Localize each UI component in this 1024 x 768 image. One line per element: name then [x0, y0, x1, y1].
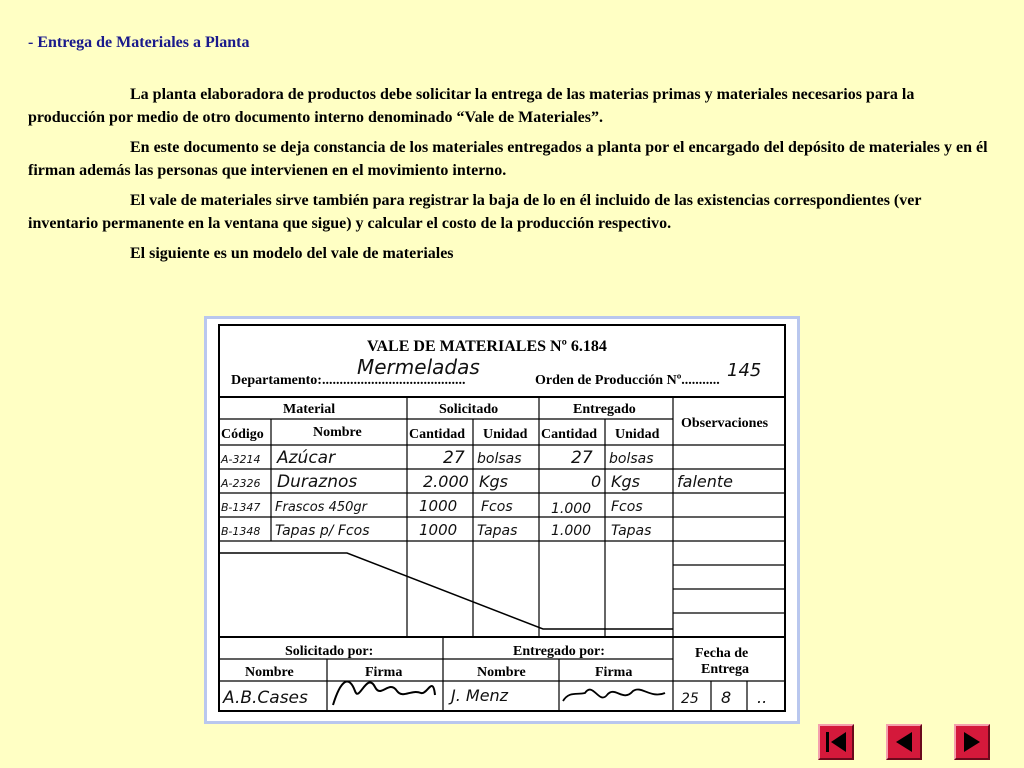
previous-icon [890, 728, 918, 756]
first-icon [822, 728, 850, 756]
row-4-codigo: B-1348 [221, 525, 261, 538]
paragraph-4: El siguiente es un modelo del vale de materiales [130, 245, 454, 262]
vale-de-materiales-form [204, 316, 800, 724]
orden-label: Orden de Producción Nº........... [535, 373, 720, 388]
vale-title: VALE DE MATERIALES Nº 6.184 [367, 338, 607, 355]
row-4-sol-unid: Tapas [477, 523, 518, 539]
row-3-ent-cant: 1.000 [551, 501, 592, 517]
row-3-ent-unid: Fcos [611, 499, 643, 515]
fecha-dia: 25 [681, 691, 699, 707]
col-cantidad: Cantidad [409, 427, 466, 442]
firma-label-2: Firma [595, 665, 633, 680]
entregador-nombre: J. Menz [451, 686, 509, 705]
col-nombre: Nombre [313, 425, 362, 440]
col-codigo: Código [221, 427, 264, 442]
row-2-ent-cant: 0 [591, 472, 602, 491]
nombre-label-2: Nombre [477, 665, 526, 680]
next-icon [958, 728, 986, 756]
solicitado-por-label: Solicitado por: [285, 644, 374, 659]
col-entregado: Entregado [573, 402, 636, 417]
col-observaciones: Observaciones [681, 416, 769, 431]
row-4-ent-cant: 1.000 [551, 523, 592, 539]
row-1-codigo: A-3214 [221, 453, 261, 466]
row-2-codigo: A-2326 [221, 477, 261, 490]
row-1-sol-unid: bolsas [477, 451, 522, 467]
paragraph-1: La planta elaboradora de productos debe solicitar la entrega de las materias primas y materiales necesarios para la producción por medio de otro documento interno denominado “Vale de Materiales”. [28, 86, 915, 126]
row-3-codigo: B-1347 [221, 501, 261, 514]
row-4-sol-cant: 1000 [419, 521, 458, 539]
row-3-sol-unid: Fcos [481, 499, 513, 515]
solicitante-nombre: A.B.Cases [223, 688, 308, 708]
departamento-value: Mermeladas [357, 355, 480, 379]
row-3-nombre: Frascos 450gr [275, 500, 367, 515]
nombre-label: Nombre [245, 665, 294, 680]
row-1-sol-cant: 27 [443, 448, 465, 468]
col-material: Material [283, 402, 336, 417]
row-2-sol-unid: Kgs [479, 472, 508, 491]
col-unidad-entregado: Unidad [615, 427, 660, 442]
fecha-label-2: Entrega [701, 662, 749, 677]
previous-slide-button[interactable] [886, 724, 922, 760]
row-2-obs: falente [677, 472, 733, 491]
row-4-nombre: Tapas p/ Fcos [275, 523, 370, 539]
row-2-nombre: Duraznos [277, 472, 358, 492]
paragraph-2: En este documento se deja constancia de los materiales entregados a planta por el encargado del depósito de materiales y en él firman además las personas que intervienen en el movimiento interno. [28, 139, 988, 179]
row-2-ent-unid: Kgs [611, 472, 640, 491]
row-1-ent-cant: 27 [571, 448, 593, 468]
fecha-mes: 8 [721, 688, 732, 707]
orden-value: 145 [727, 360, 762, 381]
row-2-sol-cant: 2.000 [423, 472, 469, 491]
next-slide-button[interactable] [954, 724, 990, 760]
fecha-label: Fecha de [695, 646, 749, 661]
departamento-label: Departamento:......................................... [231, 373, 466, 388]
row-4-ent-unid: Tapas [611, 523, 652, 539]
fecha-anio: .. [757, 688, 768, 707]
col-solicitado: Solicitado [439, 402, 499, 417]
entregado-por-label: Entregado por: [513, 644, 605, 659]
col-unidad: Unidad [483, 427, 528, 442]
firma-label: Firma [365, 665, 403, 680]
row-1-nombre: Azúcar [277, 448, 336, 468]
row-3-sol-cant: 1000 [419, 497, 458, 515]
col-cantidad-entregado: Cantidad [541, 427, 598, 442]
first-slide-button[interactable] [818, 724, 854, 760]
row-1-ent-unid: bolsas [609, 451, 654, 467]
paragraph-3: El vale de materiales sirve también para registrar la baja de lo en él incluido de las existencias correspondientes (ver inventario permanente en la ventana que sigue) y calcular el costo de la producción respectivo. [28, 192, 922, 232]
section-heading: - Entrega de Materiales a Planta [28, 34, 250, 51]
body-text [28, 84, 988, 274]
